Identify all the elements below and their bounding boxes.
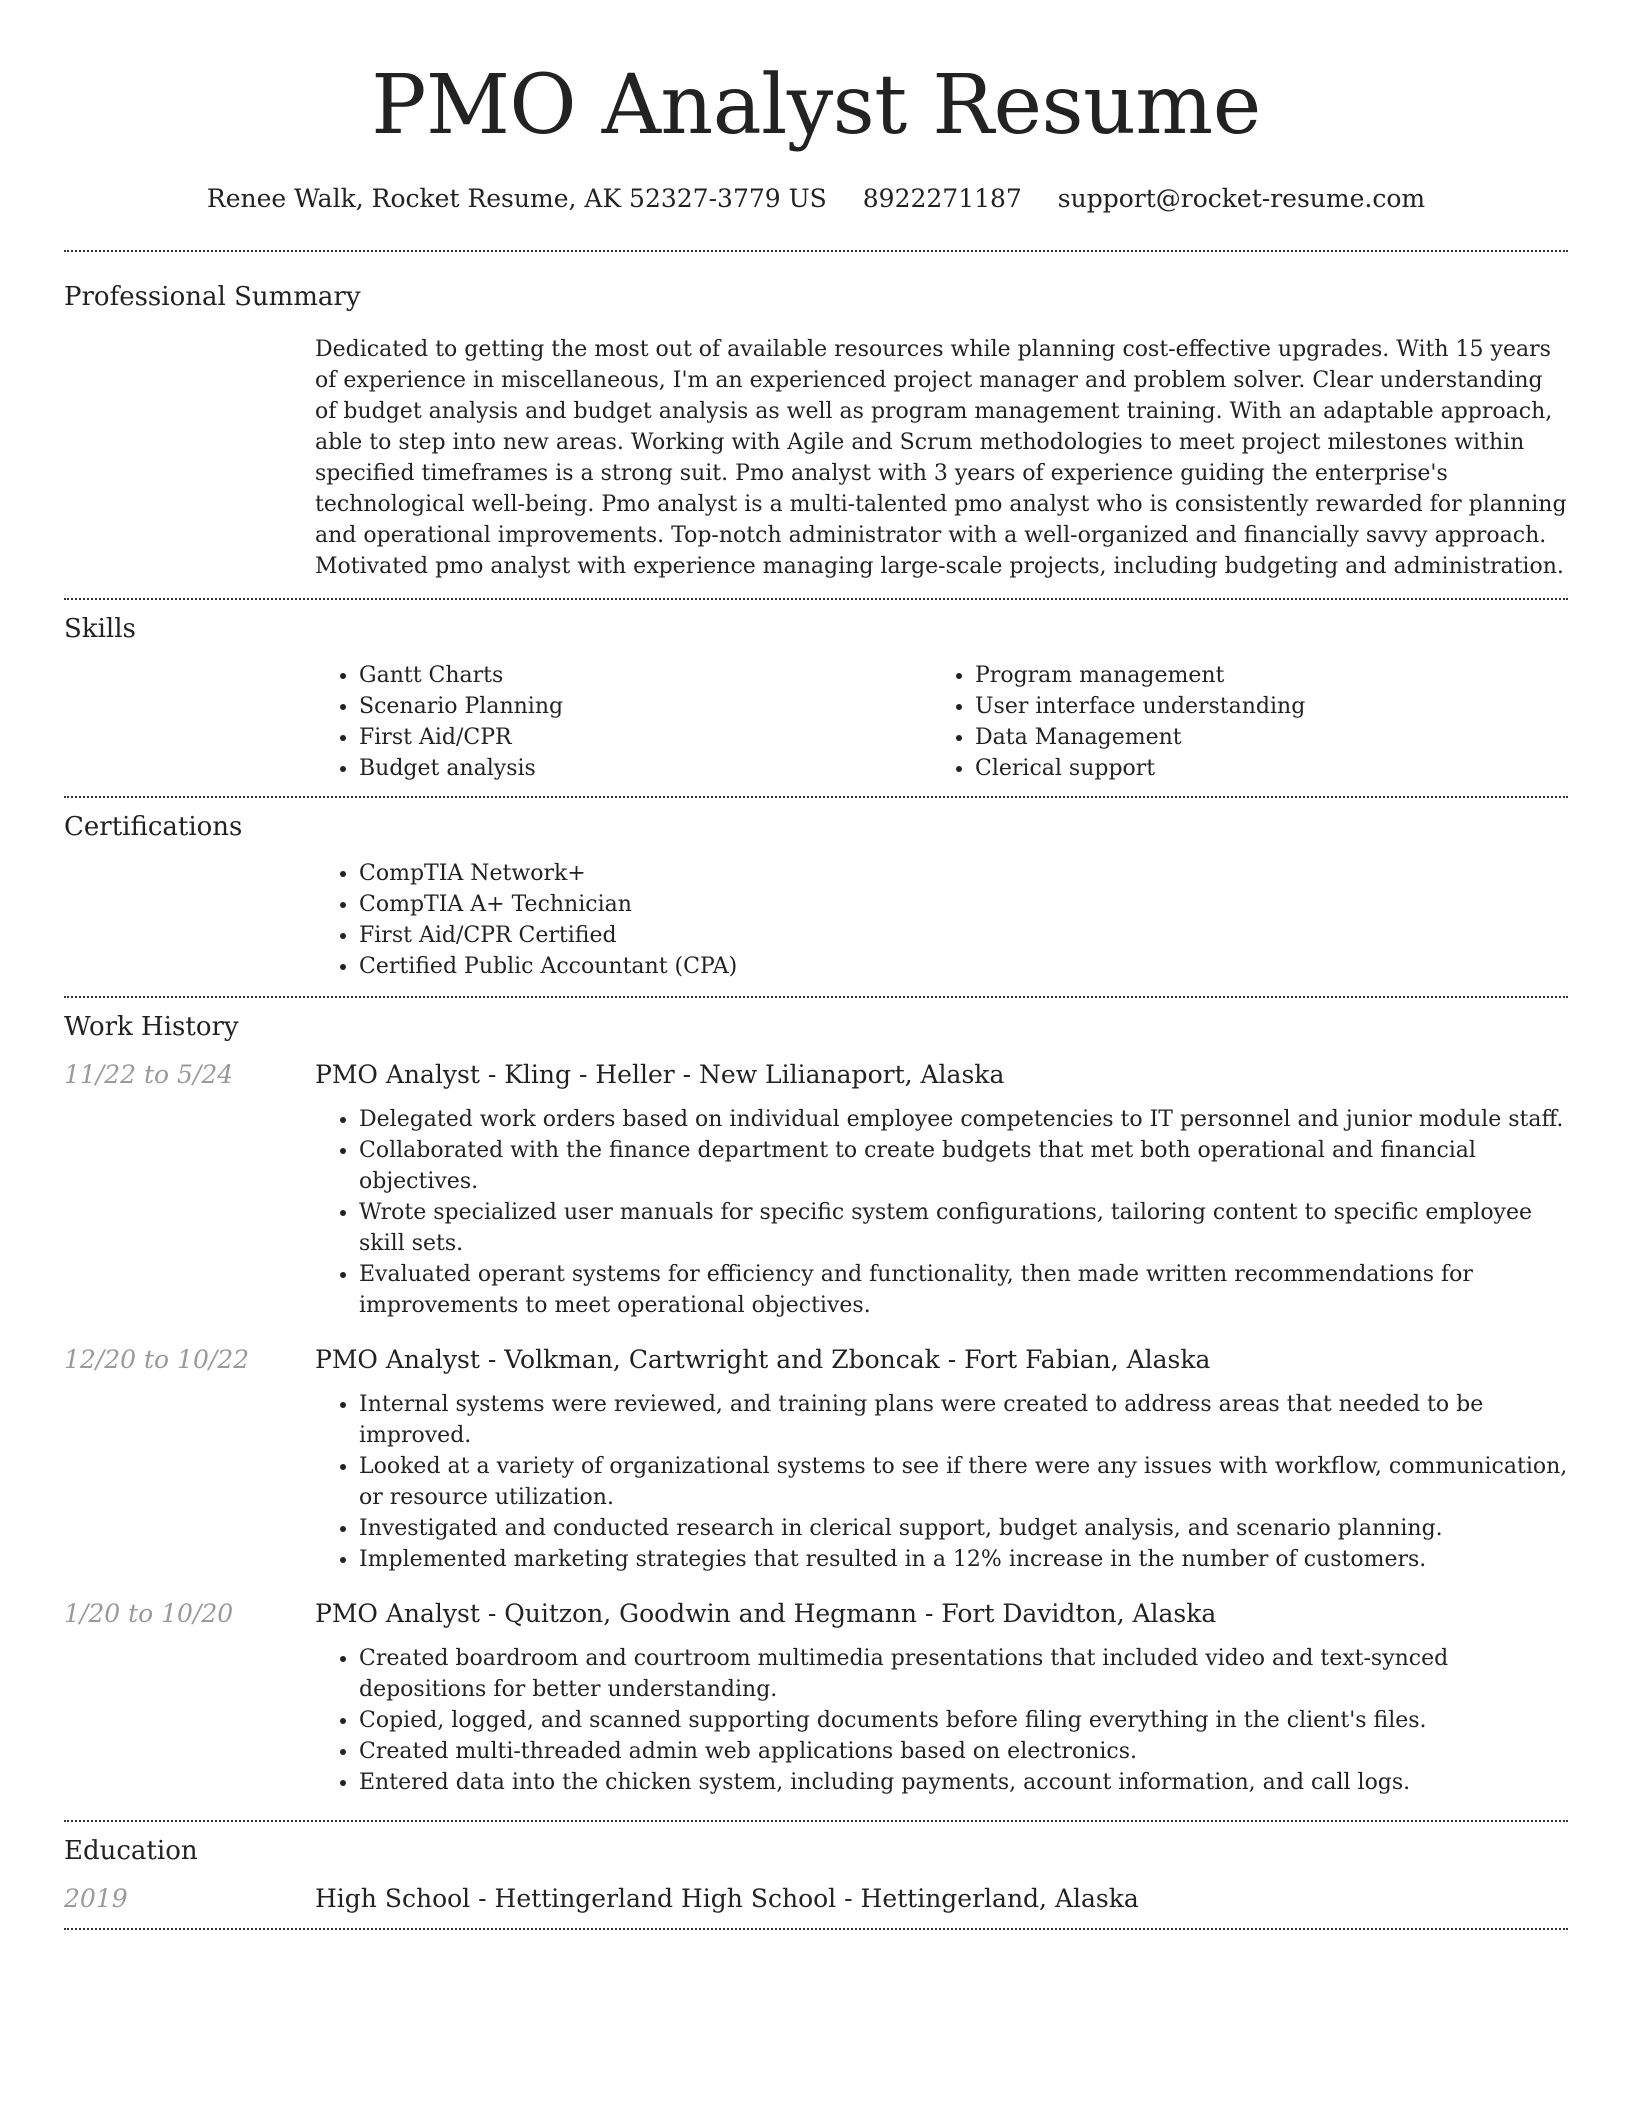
skills-heading: Skills bbox=[64, 614, 136, 644]
job-entry bbox=[64, 1597, 1568, 1798]
job-bullet: • Wrote specialized user manuals for specific system configurations, tailoring content to specific employee skill sets. bbox=[359, 1197, 1568, 1259]
job-bullets bbox=[315, 1389, 1568, 1575]
certification-item: • CompTIA Network+ bbox=[359, 858, 1568, 889]
certifications-section bbox=[64, 798, 1568, 996]
certifications-heading: Certifications bbox=[64, 812, 243, 842]
summary-text: Dedicated to getting the most out of available resources while planning cost-effective upgrades. With 15 years of experience in miscellaneous, I'm an experienced project manager and problem solver. Clear understanding of budget analysis and budget analysis as well as program management training. With an adaptable approach, able to step into new areas. Working with Agile and Scrum methodologies to meet project milestones within specified timeframes is a strong suit. Pmo analyst with 3 years of experience guiding the enterprise's technological well-being. Pmo analyst is a multi-talented pmo analyst who is consistently rewarded for planning and operational improvements. Top-notch administrator with a well-organized and financially savvy approach. Motivated pmo analyst with experience managing large-scale projects, including budgeting and administration. bbox=[315, 337, 1567, 579]
skill-item: • User interface understanding bbox=[975, 691, 1568, 722]
contact-phone: 8922271187 bbox=[862, 184, 1022, 213]
job-title: PMO Analyst - Quitzon, Goodwin and Hegmann - Fort Davidton, Alaska bbox=[315, 1599, 1217, 1628]
education-date: 2019 bbox=[64, 1884, 128, 1913]
contact-email: support@rocket-resume.com bbox=[1057, 184, 1426, 213]
education-section bbox=[64, 1822, 1568, 1928]
job-bullet: • Copied, logged, and scanned supporting documents before filing everything in the client's files. bbox=[359, 1705, 1568, 1736]
job-date: 1/20 to 10/20 bbox=[64, 1599, 234, 1628]
summary-heading: Professional Summary bbox=[64, 282, 361, 312]
job-bullet: • Collaborated with the finance department to create budgets that met both operational and financial objectives. bbox=[359, 1135, 1568, 1197]
job-bullet: • Looked at a variety of organizational systems to see if there were any issues with workflow, communication, or resource utilization. bbox=[359, 1451, 1568, 1513]
skill-item: • Program management bbox=[975, 660, 1568, 691]
page-title: PMO Analyst Resume bbox=[371, 58, 1261, 153]
skill-item: • Scenario Planning bbox=[359, 691, 931, 722]
skill-item: • First Aid/CPR bbox=[359, 722, 931, 753]
certification-item: • CompTIA A+ Technician bbox=[359, 889, 1568, 920]
job-bullets bbox=[315, 1643, 1568, 1798]
skill-item: • Budget analysis bbox=[359, 753, 931, 784]
job-bullets bbox=[315, 1104, 1568, 1321]
skills-section bbox=[64, 600, 1568, 796]
job-title: PMO Analyst - Volkman, Cartwright and Zboncak - Fort Fabian, Alaska bbox=[315, 1345, 1211, 1374]
job-entry bbox=[64, 1343, 1568, 1575]
skills-list bbox=[315, 660, 1568, 796]
education-heading: Education bbox=[64, 1836, 198, 1866]
summary-section bbox=[64, 252, 1568, 598]
job-bullet: • Internal systems were reviewed, and training plans were created to address areas that needed to be improved. bbox=[359, 1389, 1568, 1451]
skill-item: • Data Management bbox=[975, 722, 1568, 753]
education-title: High School - Hettingerland High School - Hettingerland, Alaska bbox=[315, 1884, 1139, 1913]
job-bullet: • Created boardroom and courtroom multimedia presentations that included video and text-synced depositions for better understanding. bbox=[359, 1643, 1568, 1705]
work-history-section bbox=[64, 998, 1568, 1798]
job-entry bbox=[64, 1058, 1568, 1321]
certifications-list bbox=[315, 858, 1568, 996]
work-history-heading: Work History bbox=[64, 1012, 239, 1042]
job-bullet: • Evaluated operant systems for efficiency and functionality, then made written recommendations for improvements to meet operational objectives. bbox=[359, 1259, 1568, 1321]
certification-item: • First Aid/CPR Certified bbox=[359, 920, 1568, 951]
skill-item: • Gantt Charts bbox=[359, 660, 931, 691]
contact-address: Renee Walk, Rocket Resume, AK 52327-3779 US bbox=[206, 184, 827, 213]
divider bbox=[64, 1928, 1568, 1930]
job-bullet: • Implemented marketing strategies that resulted in a 12% increase in the number of customers. bbox=[359, 1544, 1568, 1575]
job-bullet: • Delegated work orders based on individual employee competencies to IT personnel and junior module staff. bbox=[359, 1104, 1568, 1135]
job-bullet: • Created multi-threaded admin web applications based on electronics. bbox=[359, 1736, 1568, 1767]
skills-column-right bbox=[931, 660, 1568, 784]
education-entry bbox=[64, 1882, 1568, 1916]
job-bullet: • Entered data into the chicken system, including payments, account information, and call logs. bbox=[359, 1767, 1568, 1798]
job-bullet: • Investigated and conducted research in clerical support, budget analysis, and scenario planning. bbox=[359, 1513, 1568, 1544]
contact-line bbox=[64, 182, 1568, 216]
skills-column-left bbox=[315, 660, 931, 784]
certification-item: • Certified Public Accountant (CPA) bbox=[359, 951, 1568, 982]
job-date: 11/22 to 5/24 bbox=[64, 1060, 234, 1089]
job-title: PMO Analyst - Kling - Heller - New Lilianaport, Alaska bbox=[315, 1060, 1005, 1089]
skill-item: • Clerical support bbox=[975, 753, 1568, 784]
job-date: 12/20 to 10/22 bbox=[64, 1345, 250, 1374]
